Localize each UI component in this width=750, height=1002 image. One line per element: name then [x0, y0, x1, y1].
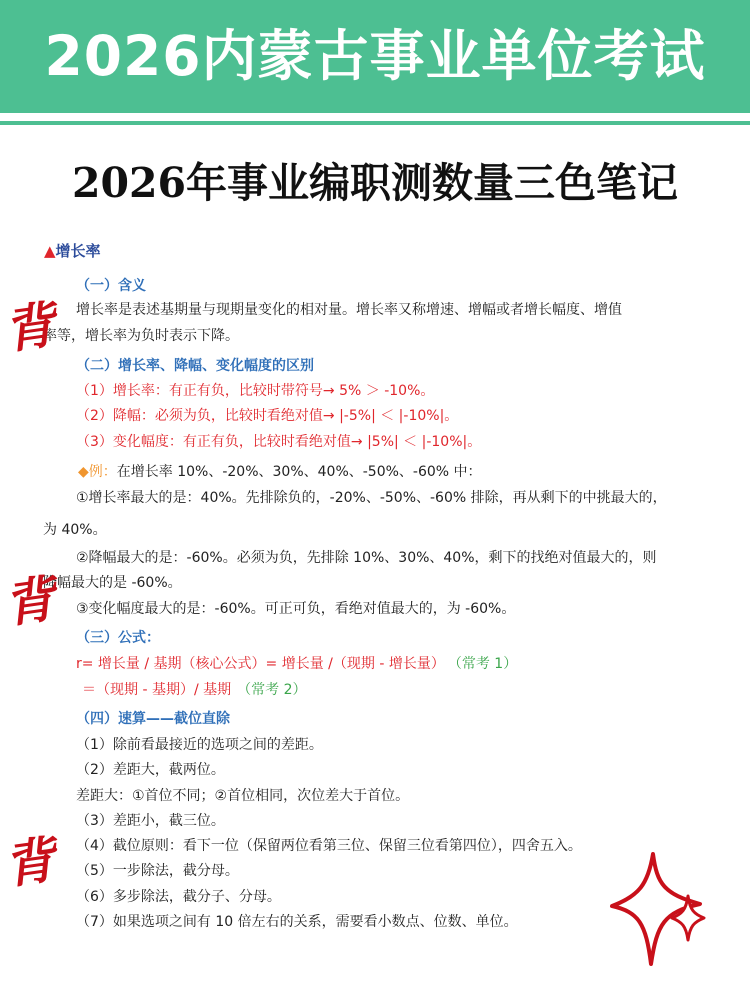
- formula1-text: r= 增长量 / 基期（核心公式）= 增长量 /（现期 - 增长量）: [76, 656, 445, 672]
- speed-item3: （3）差距小，截三位。: [76, 813, 225, 829]
- memorize-stamp: 背: [0, 568, 59, 635]
- speed-item7: （7）如果选项之间有 10 倍左右的关系，需要看小数点、位数、单位。: [76, 914, 518, 930]
- part2-item2: （2）降幅：必须为负，比较时看绝对值→ |-5%| ＜ |-10%|。: [76, 408, 459, 424]
- formula2: [82, 679, 306, 699]
- section-heading: [44, 240, 101, 261]
- part2-title: （二）增长率、降幅、变化幅度的区别: [76, 358, 314, 374]
- speed-item1: （1）除前看最接近的选项之间的差距。: [76, 737, 323, 753]
- memorize-stamp: 背: [0, 829, 59, 896]
- example1-line2: 为 40%。: [43, 522, 107, 538]
- section-title: 增长率: [55, 242, 101, 260]
- example1-line1: ①增长率最大的是：40%。先排除负的，-20%、-50%、-60% 排除，再从剩下的中挑最大的，: [76, 490, 667, 506]
- formula1: [76, 653, 517, 673]
- part4-title: （四）速算——截位直除: [76, 711, 230, 727]
- speed-item5: （5）一步除法，截分母。: [76, 863, 239, 879]
- part1-title: （一）含义: [76, 278, 146, 294]
- part1-text-line2: 率等，增长率为负时表示下降。: [43, 328, 239, 344]
- banner-divider: [0, 113, 750, 121]
- banner-title: 2026内蒙古事业单位考试: [44, 24, 706, 88]
- diamond-icon: ◆例：: [78, 464, 117, 480]
- formula1-note: （常考 1）: [454, 656, 518, 672]
- part1-text-line1: 增长率是表述基期量与现期量变化的相对量。增长率又称增速、增幅或者增长幅度、增值: [76, 302, 622, 318]
- part3-title: （三）公式：: [76, 630, 160, 646]
- part2-item1: （1）增长率：有正有负，比较时带符号→ 5% ＞ -10%。: [76, 383, 435, 399]
- speed-item6: （6）多步除法，截分子、分母。: [76, 889, 281, 905]
- example2-line1: ②降幅最大的是：-60%。必须为负，先排除 10%、30%、40%，剩下的找绝对值最大的，则: [76, 550, 657, 566]
- triangle-icon: ▲: [44, 242, 56, 260]
- memorize-stamp: 背: [0, 294, 59, 361]
- sparkle-icon: [608, 850, 708, 970]
- speed-item4: （4）截位原则：看下一位（保留两位看第三位、保留三位看第四位），四舍五入。: [76, 838, 582, 854]
- speed-item2-detail: 差距大：①首位不同；②首位相同，次位差大于首位。: [76, 788, 410, 804]
- page-subtitle: 2026年事业编职测数量三色笔记: [71, 159, 679, 207]
- example-line: [78, 461, 482, 481]
- formula2-note: （常考 2）: [237, 682, 307, 698]
- part2-item3: （3）变化幅度：有正有负，比较时看绝对值→ |5%| ＜ |-10%|。: [76, 434, 482, 450]
- formula2-text: ＝（现期 - 基期）/ 基期: [82, 682, 232, 698]
- example2-line2: 降幅最大的是 -60%。: [43, 575, 182, 591]
- speed-item2: （2）差距大，截两位。: [76, 762, 225, 778]
- example3: ③变化幅度最大的是：-60%。可正可负，看绝对值最大的，为 -60%。: [76, 601, 516, 617]
- banner-underline: [0, 121, 750, 125]
- example-text: 在增长率 10%、-20%、30%、40%、-50%、-60% 中：: [116, 464, 482, 480]
